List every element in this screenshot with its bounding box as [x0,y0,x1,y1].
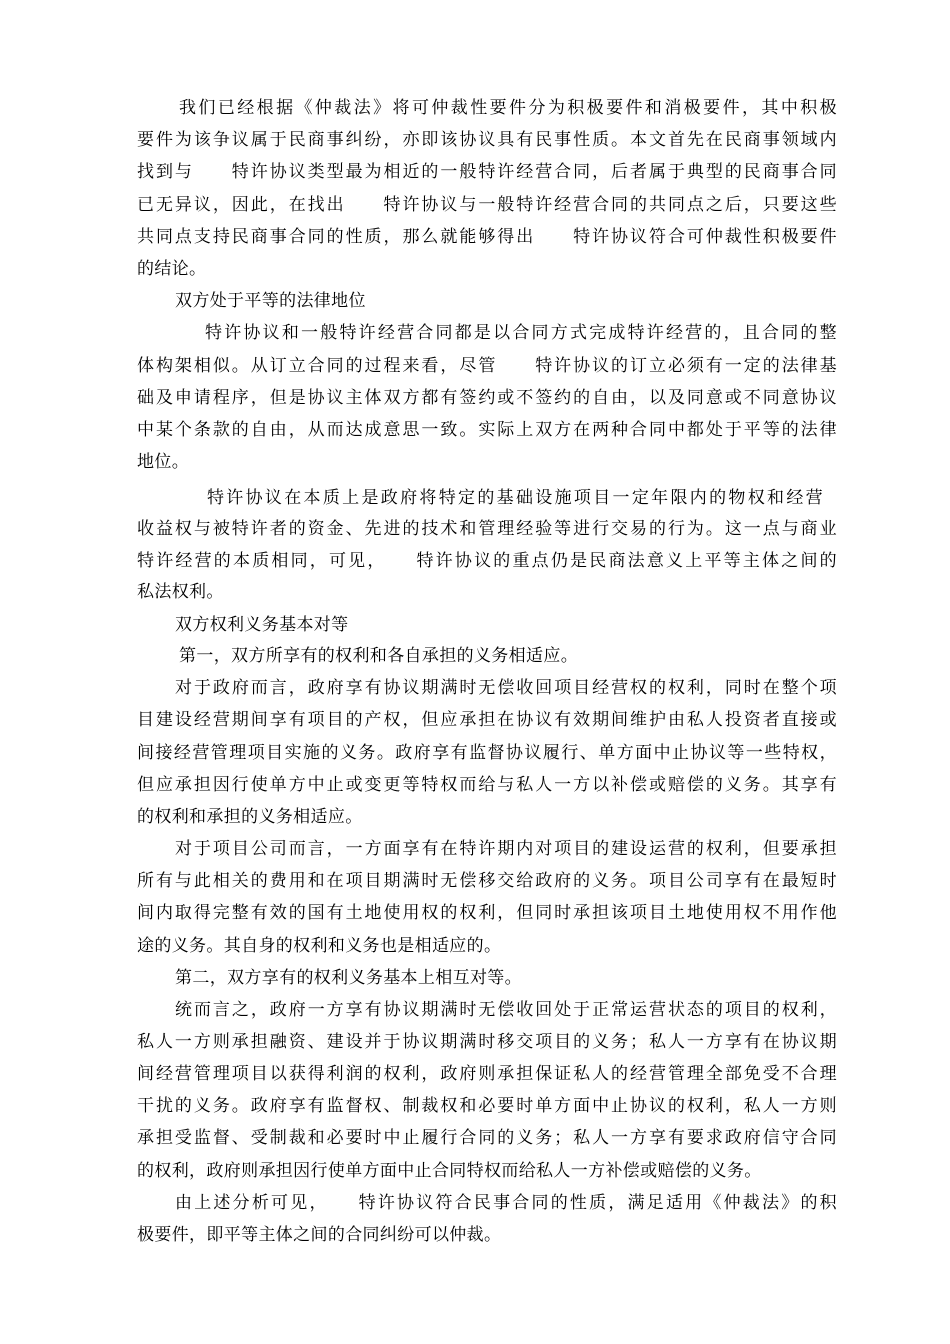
text-line: 特许协议和一般特许经营合同都是以合同方式完成特许经营的，且合同的整 [205,323,837,343]
text-line: 承担受监督、受制裁和必要时中止履行合同的义务；私人一方享有要求政府信守合同 [137,1128,837,1148]
text-line: 私法权利。 [137,582,224,602]
text-line: 地位。 [137,452,190,472]
text-line: 特许经营的本质相同，可见， 特许协议的重点仍是民商法意义上平等主体之间的 [137,551,837,571]
text-line: 干扰的义务。政府享有监督权、制裁权和必要时单方面中止协议的权利，私人一方则 [137,1096,837,1116]
text-line: 的权利和承担的义务相适应。 [137,807,363,827]
text-line: 的结论。 [137,259,207,279]
text-line: 要件为该争议属于民商事纠纷，亦即该协议具有民事性质。本文首先在民商事领域内 [137,130,837,150]
text-line: 所有与此相关的费用和在项目期满时无偿移交给政府的义务。项目公司享有在最短时 [137,871,837,891]
text-line: 途的义务。其自身的权利和义务也是相适应的。 [137,936,502,956]
text-line: 中某个条款的自由，从而达成意思一致。实际上双方在两种合同中都处于平等的法律 [137,420,837,440]
text-line: 但应承担因行使单方中止或变更等特权而给与私人一方以补偿或赔偿的义务。其享有 [137,775,837,795]
text-line: 我们已经根据《仲裁法》将可仲裁性要件分为积极要件和消极要件，其中积极 [179,98,837,118]
section-heading: 双方处于平等的法律地位 [175,291,366,311]
text-line: 间内取得完整有效的国有土地使用权的权利，但同时承担该项目土地使用权不用作他 [137,903,837,923]
text-line: 第一，双方所享有的权利和各自承担的义务相适应。 [179,646,579,666]
section-heading: 双方权利义务基本对等 [175,615,349,635]
text-line: 体构架相似。从订立合同的过程来看，尽管 特许协议的订立必须有一定的法律基 [137,356,837,376]
text-line: 私人一方则承担融资、建设并于协议期满时移交项目的义务；私人一方享有在协议期 [137,1032,837,1052]
text-line: 第二，双方享有的权利义务基本上相互对等。 [175,968,522,988]
text-line: 目建设经营期间享有项目的产权，但应承担在协议有效期间维护由私人投资者直接或 [137,710,837,730]
text-line: 共同点支持民商事合同的性质，那么就能够得出 特许协议符合可仲裁性积极要件 [137,227,837,247]
text-line: 已无异议，因此，在找出 特许协议与一般特许经营合同的共同点之后，只要这些 [137,195,837,215]
text-line: 对于项目公司而言，一方面享有在特许期内对项目的建设运营的权利，但要承担 [175,839,837,859]
text-line: 对于政府而言，政府享有协议期满时无偿收回项目经营权的权利，同时在整个项 [175,678,837,698]
text-line: 找到与 特许协议类型最为相近的一般特许经营合同，后者属于典型的民商事合同 [137,162,837,182]
text-line: 收益权与被特许者的资金、先进的技术和管理经验等进行交易的行为。这一点与商业 [137,519,837,539]
text-line: 间经营管理项目以获得利润的权利，政府则承担保证私人的经营管理全部免受不合理 [137,1064,837,1084]
text-line: 统而言之，政府一方享有协议期满时无偿收回处于正常运营状态的项目的权利， [175,1000,837,1020]
text-line: 极要件，即平等主体之间的合同纠纷可以仲裁。 [137,1225,502,1245]
text-line: 础及申请程序，但是协议主体双方都有签约或不签约的自由，以及同意或不同意协议 [137,388,837,408]
text-line: 的权利，政府则承担因行使单方面中止合同特权而给私人一方补偿或赔偿的义务。 [137,1161,762,1181]
text-line: 间接经营管理项目实施的义务。政府享有监督协议履行、单方面中止协议等一些特权， [137,743,837,763]
text-line: 特许协议在本质上是政府将特定的基础设施项目一定年限内的物权和经营 [207,488,823,508]
text-line: 由上述分析可见， 特许协议符合民事合同的性质，满足适用《仲裁法》的积 [175,1193,837,1213]
